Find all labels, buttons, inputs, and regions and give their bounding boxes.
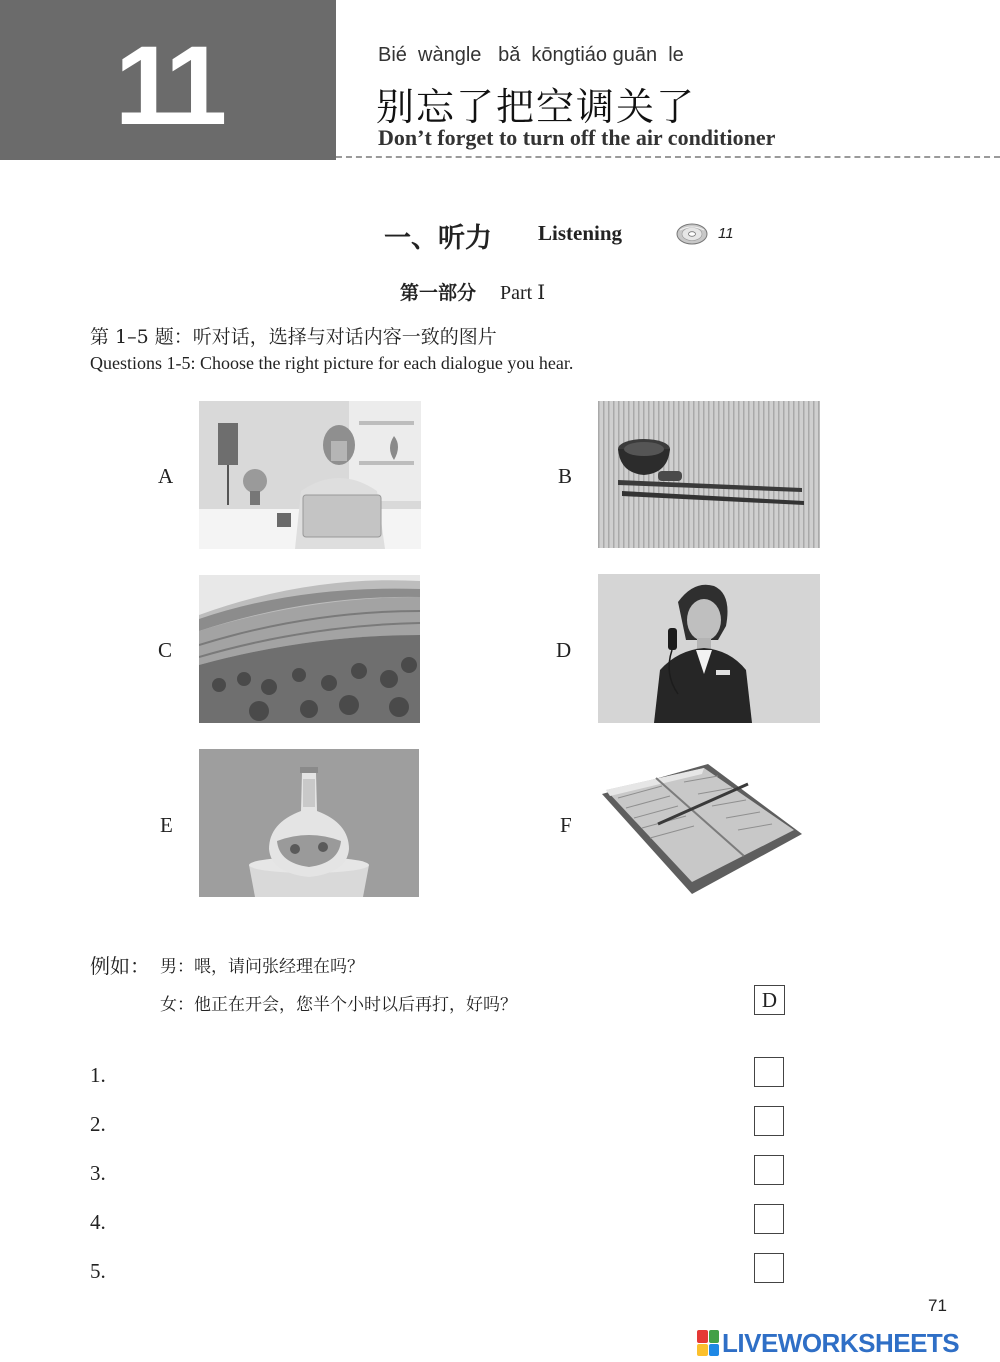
picture-man-at-laptop [199,401,421,549]
lesson-title-english: Don’t forget to turn off the air conditioner [378,125,776,150]
section-title-chinese: 一、听力 [384,223,492,254]
example-line-woman: 女：他正在开会，您半个小时以后再打，好吗？ [160,995,517,1015]
question-number-1: 1. [90,1063,106,1087]
picture-woman-on-phone [598,574,820,723]
track-number: 11 [718,225,734,242]
answer-box-2[interactable] [754,1106,784,1136]
header-divider [336,156,1000,158]
question-number-4: 4. [90,1210,106,1234]
option-letter-c: C [158,638,173,662]
instructions-chinese: 第 1–5 题：听对话，选择与对话内容一致的图片 [90,326,497,348]
question-number-5: 5. [90,1259,106,1283]
answer-box-5[interactable] [754,1253,784,1283]
part-title-english: Part Ⅰ [500,282,546,304]
answer-box-1[interactable] [754,1057,784,1087]
page-number: 71 [928,1296,947,1315]
lesson-title-chinese: 别忘了把空调关了 [376,85,697,129]
logo-square-1 [697,1330,708,1343]
option-letter-d: D [556,638,572,662]
example-answer-box: D [754,985,785,1015]
question-number-2: 2. [90,1112,106,1136]
option-letter-f: F [560,813,572,837]
liveworksheets-logo-text: LIVEWORKSHEETS [722,1327,960,1358]
question-number-3: 3. [90,1161,106,1185]
instructions-english: Questions 1-5: Choose the right picture for each dialogue you hear. [90,353,574,373]
picture-bowl-and-chopsticks [598,401,820,548]
option-letter-e: E [160,813,173,837]
logo-square-3 [697,1344,708,1357]
picture-porcelain-vase [199,749,419,897]
picture-stadium-crowd [199,575,420,723]
part-title-chinese: 第一部分 [400,282,477,304]
picture-open-dictionary [598,754,804,898]
section-title-english: Listening [538,221,623,245]
lesson-number: 11 [114,22,222,148]
option-letter-b: B [558,464,573,488]
liveworksheets-logo-icon [697,1330,719,1356]
lesson-pinyin: Bié wàngle bǎ kōngtiáo guān le [378,44,684,66]
option-letter-a: A [158,464,174,488]
logo-square-4 [709,1344,720,1357]
cd-icon[interactable] [676,222,712,246]
liveworksheets-logo[interactable] [697,1328,959,1358]
answer-box-3[interactable] [754,1155,784,1185]
example-label: 例如： [90,954,150,978]
example-line-man: 男：喂，请问张经理在吗？ [160,957,364,977]
part-heading [400,278,545,305]
logo-square-2 [709,1330,720,1343]
answer-box-4[interactable] [754,1204,784,1234]
